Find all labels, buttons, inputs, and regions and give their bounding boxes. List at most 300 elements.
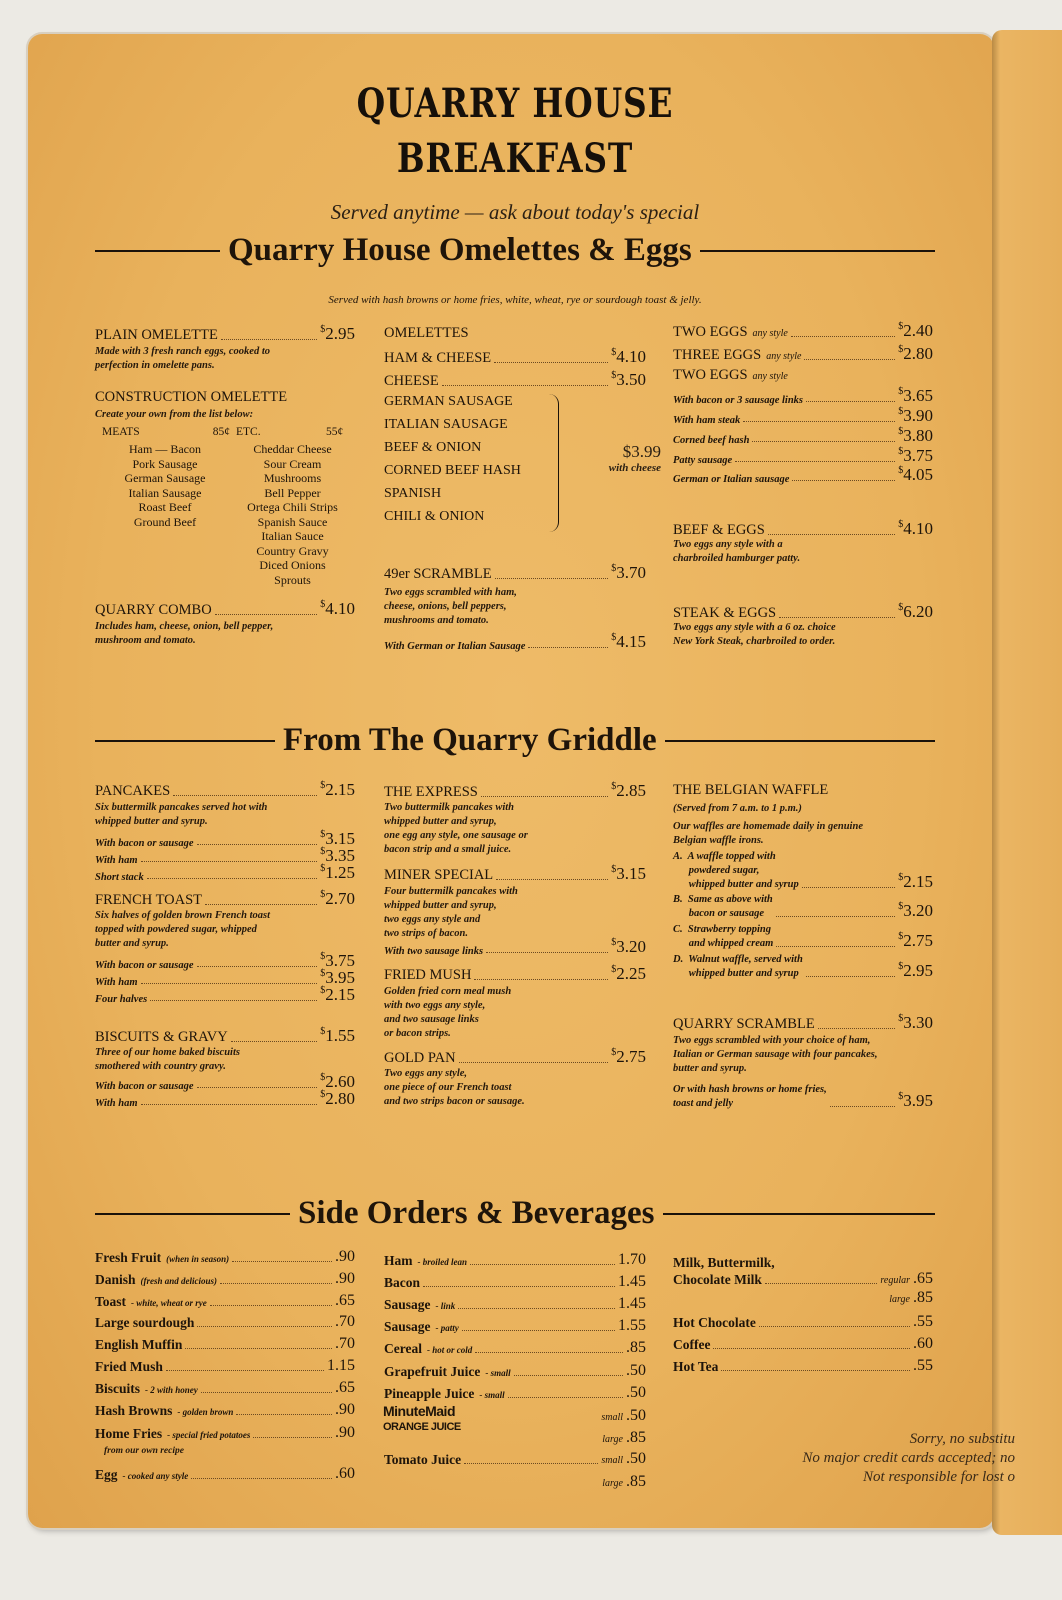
- section-title: Side Orders & Beverages: [298, 1195, 655, 1231]
- menu-item: [95, 1089, 355, 1109]
- item-name: TWO EGGS: [673, 367, 748, 383]
- footer-line: Sorry, no substitu: [909, 1431, 1015, 1447]
- menu-item: [673, 446, 933, 466]
- item-name: PANCAKES: [95, 783, 171, 799]
- item-price: $3.75: [898, 446, 933, 465]
- dot-leader: [802, 887, 896, 888]
- omelette-option: GERMAN SAUSAGE: [384, 394, 513, 409]
- dot-leader: [147, 878, 318, 879]
- dot-leader: [197, 1087, 318, 1088]
- item-price: $3.20: [898, 901, 933, 920]
- item-price: $4.10: [611, 347, 646, 366]
- item-description: Two eggs scrambled with your choice of ham, Italian or German sausage with four pancakes, butter and syrup.: [673, 1035, 878, 1074]
- menu-item: [673, 367, 933, 384]
- group-price-value: $3.99: [622, 442, 661, 461]
- meat-option: German Sausage: [124, 471, 206, 485]
- item-name: Bacon: [384, 1275, 421, 1290]
- extra-option: Mushrooms: [263, 471, 322, 485]
- omelette-option: ITALIAN SAUSAGE: [384, 417, 508, 432]
- item-price: $2.80: [898, 344, 933, 363]
- item-price: .85: [913, 1289, 933, 1306]
- meat-option: Ground Beef: [133, 514, 197, 529]
- item-name: GOLD PAN: [384, 1050, 456, 1066]
- item-name: Fresh Fruit: [95, 1250, 162, 1265]
- item-name: Hash Browns: [95, 1403, 173, 1418]
- size-label: large: [889, 1294, 910, 1305]
- dot-leader: [494, 362, 608, 363]
- size-label: small: [601, 1412, 623, 1423]
- item-description: Six halves of golden brown French toast topped with powdered sugar, whipped butter and syrup.: [95, 910, 271, 949]
- menu-item: [95, 1335, 355, 1353]
- item-name: English Muffin: [95, 1337, 183, 1352]
- dot-leader: [486, 952, 608, 953]
- item-name: Toast: [95, 1294, 127, 1309]
- item-name: With bacon or sausage: [95, 838, 194, 849]
- menu-item: [384, 781, 646, 801]
- item-price: .65: [335, 1379, 355, 1396]
- item-qualifier: - special fried potatoes: [167, 1430, 251, 1440]
- item-name: With ham steak: [673, 415, 741, 426]
- item-description: Create your own from the list below:: [95, 409, 254, 420]
- dot-leader: [776, 946, 895, 947]
- menu-item: [384, 964, 646, 984]
- extra-option: Sprouts: [274, 572, 311, 587]
- dot-leader: [496, 879, 608, 880]
- menu-item: [673, 1255, 933, 1271]
- dot-leader: [528, 647, 608, 648]
- dot-leader: [721, 1370, 910, 1371]
- menu-item: [673, 1335, 933, 1353]
- menu-item: [95, 1248, 355, 1266]
- item-name: CONSTRUCTION OMELETTE: [95, 389, 288, 405]
- omelette-option: BEEF & ONION: [384, 440, 482, 455]
- dot-leader: [462, 1330, 615, 1331]
- extra-option: Ortega Chili Strips: [247, 500, 338, 514]
- dot-leader: [792, 480, 895, 481]
- dot-leader: [191, 1478, 332, 1479]
- item-name: A. A waffle topped with powdered sugar, whipped butter and syrup: [673, 851, 799, 890]
- menu-item: [673, 406, 933, 426]
- menu-item: [673, 893, 933, 921]
- meats-label: MEATS: [102, 426, 140, 438]
- item-name: THE EXPRESS: [384, 784, 478, 800]
- menu-item: [95, 389, 355, 406]
- item-price: $4.15: [611, 632, 646, 651]
- menu-item: [95, 1465, 355, 1483]
- item-price: 1.70: [618, 1251, 646, 1268]
- menu-item: [95, 599, 355, 619]
- extra-option: Country Gravy: [256, 543, 329, 558]
- group-price: [564, 442, 661, 474]
- item-price: .65: [335, 1292, 355, 1309]
- item-price: $4.10: [898, 519, 933, 538]
- menu-item: [384, 632, 646, 652]
- item-price: $2.95: [898, 961, 933, 980]
- menu-item: [673, 1313, 933, 1331]
- menu-item: [384, 937, 646, 957]
- item-price: .90: [335, 1248, 355, 1265]
- section-heading-sides: [95, 1195, 935, 1232]
- item-name: German or Italian sausage: [673, 474, 790, 485]
- menu-subtitle: Served anytime — ask about today's special: [330, 200, 700, 224]
- item-price: .50: [626, 1407, 646, 1424]
- item-qualifier: any style: [752, 328, 788, 339]
- item-price: .55: [913, 1313, 933, 1330]
- menu-item: [384, 1295, 646, 1313]
- item-price: $2.75: [611, 1047, 646, 1066]
- item-name: Pineapple Juice: [384, 1386, 475, 1401]
- menu-item: [384, 1384, 646, 1402]
- item-description: Two eggs any style with a 6 oz. choice New York Steak, charbroiled to order.: [673, 622, 836, 647]
- menu-item: [673, 344, 933, 364]
- size-label: large: [602, 1478, 623, 1489]
- item-name: Sausage: [384, 1297, 431, 1312]
- item-price: .50: [626, 1362, 646, 1379]
- dot-leader: [735, 461, 895, 462]
- item-price: $3.75: [320, 951, 355, 970]
- dot-leader: [752, 441, 895, 442]
- section-title: From The Quarry Griddle: [283, 722, 657, 758]
- omelette-option: SPANISH: [384, 486, 442, 501]
- extra-option: Diced Onions: [259, 558, 326, 572]
- item-name: With German or Italian Sausage: [384, 641, 526, 652]
- item-price: .70: [335, 1335, 355, 1352]
- item-name: Sausage: [384, 1319, 431, 1334]
- menu-item: [673, 953, 933, 981]
- item-name: Corned beef hash: [673, 435, 750, 446]
- item-price: $4.05: [898, 465, 933, 484]
- item-price: 1.15: [327, 1357, 355, 1374]
- item-name: With bacon or sausage: [95, 960, 194, 971]
- item-name: With ham: [95, 977, 138, 988]
- size-label: regular: [880, 1275, 910, 1286]
- dot-leader: [470, 1264, 615, 1265]
- item-description: Our waffles are homemade daily in genuine Belgian waffle irons.: [673, 821, 863, 846]
- item-name: THREE EGGS: [673, 347, 762, 363]
- menu-item: [384, 563, 646, 583]
- home-fries-note: from our own recipe: [104, 1446, 184, 1456]
- dot-leader: [768, 534, 895, 535]
- menu-item: [673, 782, 933, 799]
- item-price: $2.75: [898, 931, 933, 950]
- dot-leader: [713, 1348, 910, 1349]
- item-price: $3.50: [611, 370, 646, 389]
- extra-option: Spanish Sauce: [257, 514, 328, 529]
- menu-item: [673, 1013, 933, 1033]
- item-name: With ham: [95, 1098, 138, 1109]
- item-description: Two eggs scrambled with ham, cheese, onions, bell peppers, mushrooms and tomato.: [384, 587, 517, 626]
- dot-leader: [232, 1261, 332, 1262]
- menu-title-line2: BREAKFAST: [396, 135, 634, 182]
- item-price: $1.25: [320, 863, 355, 882]
- dot-leader: [475, 1352, 623, 1353]
- item-name: Coffee: [673, 1337, 711, 1352]
- menu-item: [95, 1270, 355, 1288]
- item-price: $3.65: [898, 386, 933, 405]
- item-name: Patty sausage: [673, 455, 733, 466]
- menu-item: [673, 519, 933, 539]
- item-name: FRENCH TOAST: [95, 892, 203, 908]
- item-name: BISCUITS & GRAVY: [95, 1029, 228, 1045]
- item-description: Made with 3 fresh ranch eggs, cooked to perfection in omelette pans.: [95, 346, 271, 371]
- item-price: $3.95: [898, 1091, 933, 1110]
- dot-leader: [197, 1326, 332, 1327]
- dot-leader: [776, 916, 895, 917]
- menu-item: [95, 1357, 355, 1375]
- item-name: Four halves: [95, 994, 148, 1005]
- dot-leader: [201, 1392, 332, 1393]
- item-description: Two buttermilk pancakes with whipped butter and syrup, one egg any style, one sausage or bacon strip and a small juice.: [384, 802, 528, 855]
- item-price: $3.70: [611, 563, 646, 582]
- item-name: Danish: [95, 1272, 136, 1287]
- menu-item: [384, 1273, 646, 1291]
- item-price: $2.80: [320, 1089, 355, 1108]
- next-page-edge: [992, 30, 1062, 1535]
- meat-option: Ham — Bacon: [129, 442, 201, 456]
- item-name: B. Same as above with bacon or sausage: [673, 894, 773, 919]
- menu-item: [384, 864, 646, 884]
- dot-leader: [166, 1370, 324, 1371]
- etc-label: ETC.: [236, 426, 261, 438]
- item-name: STEAK & EGGS: [673, 605, 777, 621]
- item-name: QUARRY SCRAMBLE: [673, 1016, 815, 1032]
- item-name: Hot Chocolate: [673, 1315, 756, 1330]
- item-price: $3.95: [320, 968, 355, 987]
- menu-item: [673, 465, 933, 485]
- menu-item: [95, 1424, 355, 1442]
- menu-item: [384, 325, 646, 342]
- item-name: BEEF & EGGS: [673, 522, 765, 538]
- item-name: Milk, Buttermilk,: [673, 1255, 775, 1270]
- item-price: .90: [335, 1270, 355, 1287]
- item-name: OMELETTES: [384, 325, 469, 341]
- menu-item: [95, 863, 355, 883]
- item-qualifier: - hot or cold: [426, 1345, 473, 1355]
- item-price: 1.55: [618, 1317, 646, 1334]
- orange-juice-label: ORANGE JUICE: [383, 1421, 461, 1433]
- item-price: $2.15: [320, 780, 355, 799]
- dot-leader: [173, 795, 317, 796]
- item-price: $4.10: [320, 599, 355, 618]
- menu-item: [673, 1357, 933, 1375]
- menu-item: [95, 1292, 355, 1310]
- item-qualifier: - patty: [435, 1323, 459, 1333]
- dot-leader: [236, 1414, 332, 1415]
- menu-item: [673, 602, 933, 622]
- item-price: $2.95: [320, 324, 355, 343]
- dot-leader: [141, 1104, 318, 1105]
- size-label: small: [601, 1455, 623, 1466]
- item-price: 1.45: [618, 1295, 646, 1312]
- meat-option: Roast Beef: [138, 500, 192, 514]
- section-heading-omelettes: [95, 232, 935, 269]
- item-price: $3.30: [898, 1013, 933, 1032]
- item-qualifier: any style: [766, 351, 802, 362]
- item-qualifier: (fresh and delicious): [140, 1276, 218, 1286]
- menu-item: [384, 347, 646, 367]
- item-qualifier: any style: [752, 371, 788, 382]
- dot-leader: [423, 1286, 615, 1287]
- menu-item: [95, 780, 355, 800]
- item-description: Four buttermilk pancakes with whipped butter and syrup, two eggs any style and two strips of bacon.: [384, 886, 518, 939]
- item-price: .90: [335, 1401, 355, 1418]
- item-name: FRIED MUSH: [384, 967, 472, 983]
- item-qualifier: - white, wheat or rye: [131, 1298, 207, 1308]
- menu-item: [384, 1362, 646, 1380]
- item-price: $3.15: [611, 864, 646, 883]
- extra-option: Cheddar Cheese: [253, 442, 332, 456]
- dot-leader: [514, 1375, 623, 1376]
- item-name: Hot Tea: [673, 1359, 719, 1374]
- item-price: .55: [913, 1357, 933, 1374]
- menu-item: [384, 1251, 646, 1269]
- dot-leader: [185, 1348, 332, 1349]
- item-qualifier: - small: [485, 1368, 511, 1378]
- menu-item: [95, 1026, 355, 1046]
- item-name: C. Strawberry topping and whipped cream: [673, 924, 774, 949]
- item-qualifier: - link: [435, 1301, 456, 1311]
- item-description: Six buttermilk pancakes served hot with whipped butter and syrup.: [95, 802, 268, 827]
- menu-item: [95, 889, 355, 909]
- item-price: $3.15: [320, 829, 355, 848]
- dot-leader: [253, 1437, 332, 1438]
- served-with-note: Served with hash browns or home fries, white, wheat, rye or sourdough toast & jelly.: [328, 294, 702, 306]
- group-price-note: with cheese: [608, 462, 661, 474]
- etc-price: 55¢: [326, 426, 344, 438]
- item-price: $2.15: [898, 872, 933, 891]
- item-name: QUARRY COMBO: [95, 602, 212, 618]
- item-description: Three of our home baked biscuits smothered with country gravy.: [95, 1047, 240, 1072]
- menu-item: [95, 985, 355, 1005]
- dot-leader: [495, 578, 609, 579]
- item-price: $6.20: [898, 602, 933, 621]
- item-price: $2.85: [611, 781, 646, 800]
- footer-line: No major credit cards accepted; no: [802, 1450, 1015, 1466]
- dot-leader: [830, 1106, 895, 1107]
- item-price: $2.60: [320, 1072, 355, 1091]
- item-name: Fried Mush: [95, 1359, 163, 1374]
- item-name: Chocolate Milk: [673, 1272, 762, 1287]
- item-price: $3.35: [320, 846, 355, 865]
- item-price: $2.70: [320, 889, 355, 908]
- dot-leader: [791, 336, 895, 337]
- item-price: 1.45: [618, 1273, 646, 1290]
- dot-leader: [806, 401, 895, 402]
- item-name: HAM & CHEESE: [384, 350, 492, 366]
- dot-leader: [474, 979, 608, 980]
- item-name: TWO EGGS: [673, 324, 748, 340]
- item-description: Includes ham, cheese, onion, bell pepper, mushroom and tomato.: [95, 621, 274, 646]
- dot-leader: [210, 1305, 332, 1306]
- dot-leader: [141, 983, 318, 984]
- item-price: .85: [626, 1473, 646, 1490]
- item-price: $2.40: [898, 321, 933, 340]
- item-name: With two sausage links: [384, 946, 484, 957]
- dot-leader: [197, 844, 318, 845]
- item-price: $3.90: [898, 406, 933, 425]
- item-price: .65: [913, 1270, 933, 1287]
- dot-leader: [141, 861, 318, 862]
- menu-item: [384, 1047, 646, 1067]
- dot-leader: [818, 1028, 896, 1029]
- item-name: Grapefruit Juice: [384, 1364, 481, 1379]
- extra-option: Bell Pepper: [264, 485, 321, 500]
- item-qualifier: (when in season): [166, 1254, 230, 1264]
- omelette-option: CORNED BEEF HASH: [384, 463, 521, 478]
- item-price: $3.20: [611, 937, 646, 956]
- menu-item: [673, 923, 933, 951]
- item-name: MINER SPECIAL: [384, 867, 494, 883]
- item-price: .60: [913, 1335, 933, 1352]
- item-name: PLAIN OMELETTE: [95, 327, 218, 343]
- item-name: Or with hash browns or home fries, toast and jelly: [673, 1084, 827, 1109]
- menu-item: [95, 1379, 355, 1397]
- item-price: $3.80: [898, 426, 933, 445]
- dot-leader: [215, 614, 318, 615]
- item-qualifier: - golden brown: [177, 1407, 234, 1417]
- item-price: .90: [335, 1424, 355, 1441]
- item-name: Biscuits: [95, 1381, 141, 1396]
- item-name: Cereal: [384, 1341, 422, 1356]
- construction-options: [100, 426, 355, 587]
- menu-item: [384, 1473, 646, 1491]
- item-price: .60: [335, 1465, 355, 1482]
- dot-leader: [459, 1062, 609, 1063]
- item-description: Two eggs any style, one piece of our French toast and two strips bacon or sausage.: [384, 1068, 525, 1107]
- menu-item: [95, 1313, 355, 1331]
- item-qualifier: - 2 with honey: [145, 1385, 198, 1395]
- item-name: Ham: [384, 1253, 413, 1268]
- item-name: Home Fries: [95, 1426, 163, 1441]
- item-name: Egg: [95, 1467, 118, 1482]
- menu-item: [384, 1429, 646, 1447]
- item-price: .85: [626, 1429, 646, 1446]
- menu-item: [95, 324, 355, 344]
- item-price: .50: [626, 1384, 646, 1401]
- item-description: Golden fried corn meal mush with two eggs any style, and two sausage links or bacon strips.: [384, 986, 512, 1039]
- dot-leader: [205, 904, 317, 905]
- extra-option: Italian Sauce: [261, 529, 324, 543]
- dot-leader: [743, 421, 895, 422]
- dot-leader: [150, 1000, 317, 1001]
- meat-option: Pork Sausage: [132, 456, 198, 471]
- item-name: Large sourdough: [95, 1315, 195, 1330]
- item-name: THE BELGIAN WAFFLE: [673, 782, 829, 798]
- menu-item: [673, 1083, 933, 1111]
- menu-title-line1: QUARRY HOUSE: [356, 80, 674, 127]
- item-price: .50: [626, 1450, 646, 1467]
- footer-notes: [780, 1430, 1015, 1487]
- dot-leader: [464, 1463, 598, 1464]
- size-label: large: [602, 1434, 623, 1445]
- extra-option: Sour Cream: [263, 456, 322, 471]
- section-heading-griddle: [95, 722, 935, 759]
- item-name: With ham: [95, 855, 138, 866]
- dot-leader: [481, 796, 608, 797]
- item-name: Short stack: [95, 872, 144, 883]
- item-description: (Served from 7 a.m. to 1 p.m.): [673, 803, 802, 814]
- item-name: With bacon or 3 sausage links: [673, 395, 804, 406]
- item-price: $2.25: [611, 964, 646, 983]
- dot-leader: [508, 1397, 623, 1398]
- menu-item: [384, 1450, 646, 1468]
- menu-item: [673, 1270, 933, 1288]
- dot-leader: [231, 1041, 318, 1042]
- minute-maid-logo: MinuteMaid: [383, 1403, 455, 1419]
- menu-item: [384, 1339, 646, 1357]
- item-qualifier: - small: [479, 1390, 505, 1400]
- meat-option: Italian Sausage: [128, 485, 202, 500]
